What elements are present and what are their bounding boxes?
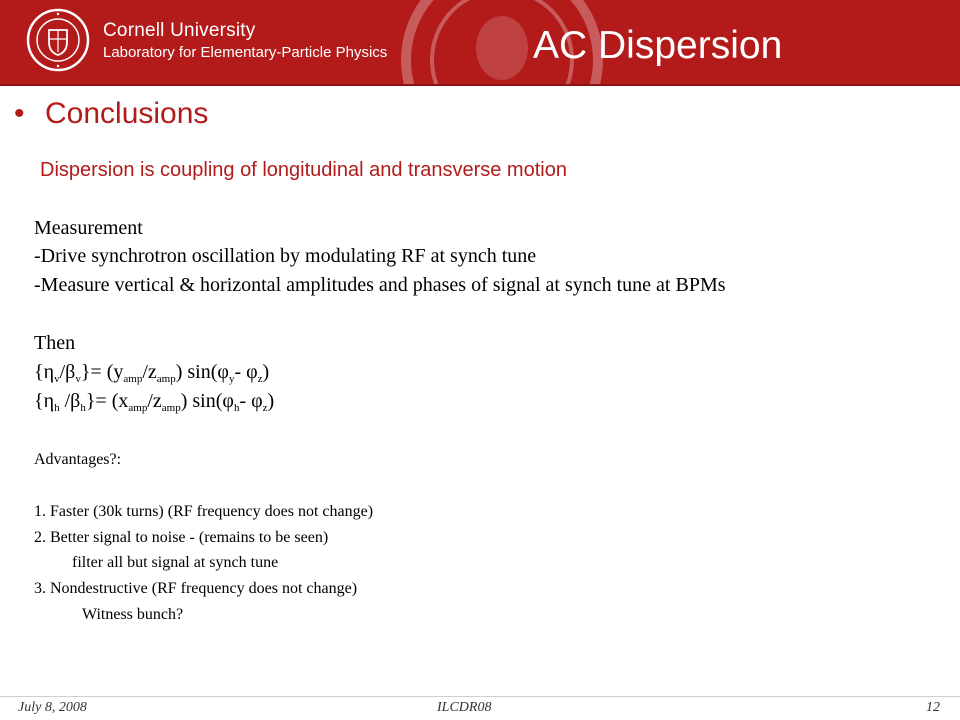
university-name: Cornell University	[103, 20, 256, 41]
brand	[103, 20, 387, 62]
advantage-item: 1. Faster (30k turns) (RF frequency does not change)	[34, 503, 374, 520]
advantage-subitem: Witness bunch?	[82, 606, 184, 623]
measurement-item: -Measure vertical & horizontal amplitudes and phases of signal at synch tune at BPMs	[34, 274, 726, 296]
footer-date: July 8, 2008	[18, 700, 87, 715]
lab-name: Laboratory for Elementary-Particle Physics	[103, 44, 388, 61]
cornell-seal-icon	[26, 8, 90, 72]
dispersion-subheading: Dispersion is coupling of longitudinal and transverse motion	[40, 159, 567, 181]
footer-event: ILCDR08	[437, 700, 492, 715]
then-label: Then	[34, 332, 76, 354]
conclusions-heading: Conclusions	[45, 97, 209, 130]
header-divider	[0, 84, 960, 86]
advantage-subitem: filter all but signal at synch tune	[72, 554, 279, 571]
advantage-item: 2. Better signal to noise - (remains to be seen)	[34, 529, 329, 546]
measurement-label: Measurement	[34, 217, 143, 239]
advantages-label: Advantages?:	[34, 451, 122, 468]
slide-title: AC Dispersion	[533, 24, 783, 67]
equation-horizontal: {$\eta_h$ $/\beta_h\}= (x_{amp}/z_{amp})$ $\sin(\varphi_h-$ $\varphi_z$)	[34, 390, 275, 414]
measurement-item: -Drive synchrotron oscillation by modulating RF at synch tune	[34, 245, 537, 267]
header-bar	[0, 0, 960, 84]
footer-divider	[0, 696, 960, 697]
page-number: 12	[926, 700, 940, 715]
advantage-item: 3. Nondestructive (RF frequency does not change)	[34, 580, 358, 597]
equation-vertical: $\{\eta_v/\beta_v\}= (y_{amp}/z_{amp})$ $\sin(\varphi_y-$ $\varphi_z$)	[34, 361, 270, 385]
bullet-icon: •	[14, 97, 25, 130]
